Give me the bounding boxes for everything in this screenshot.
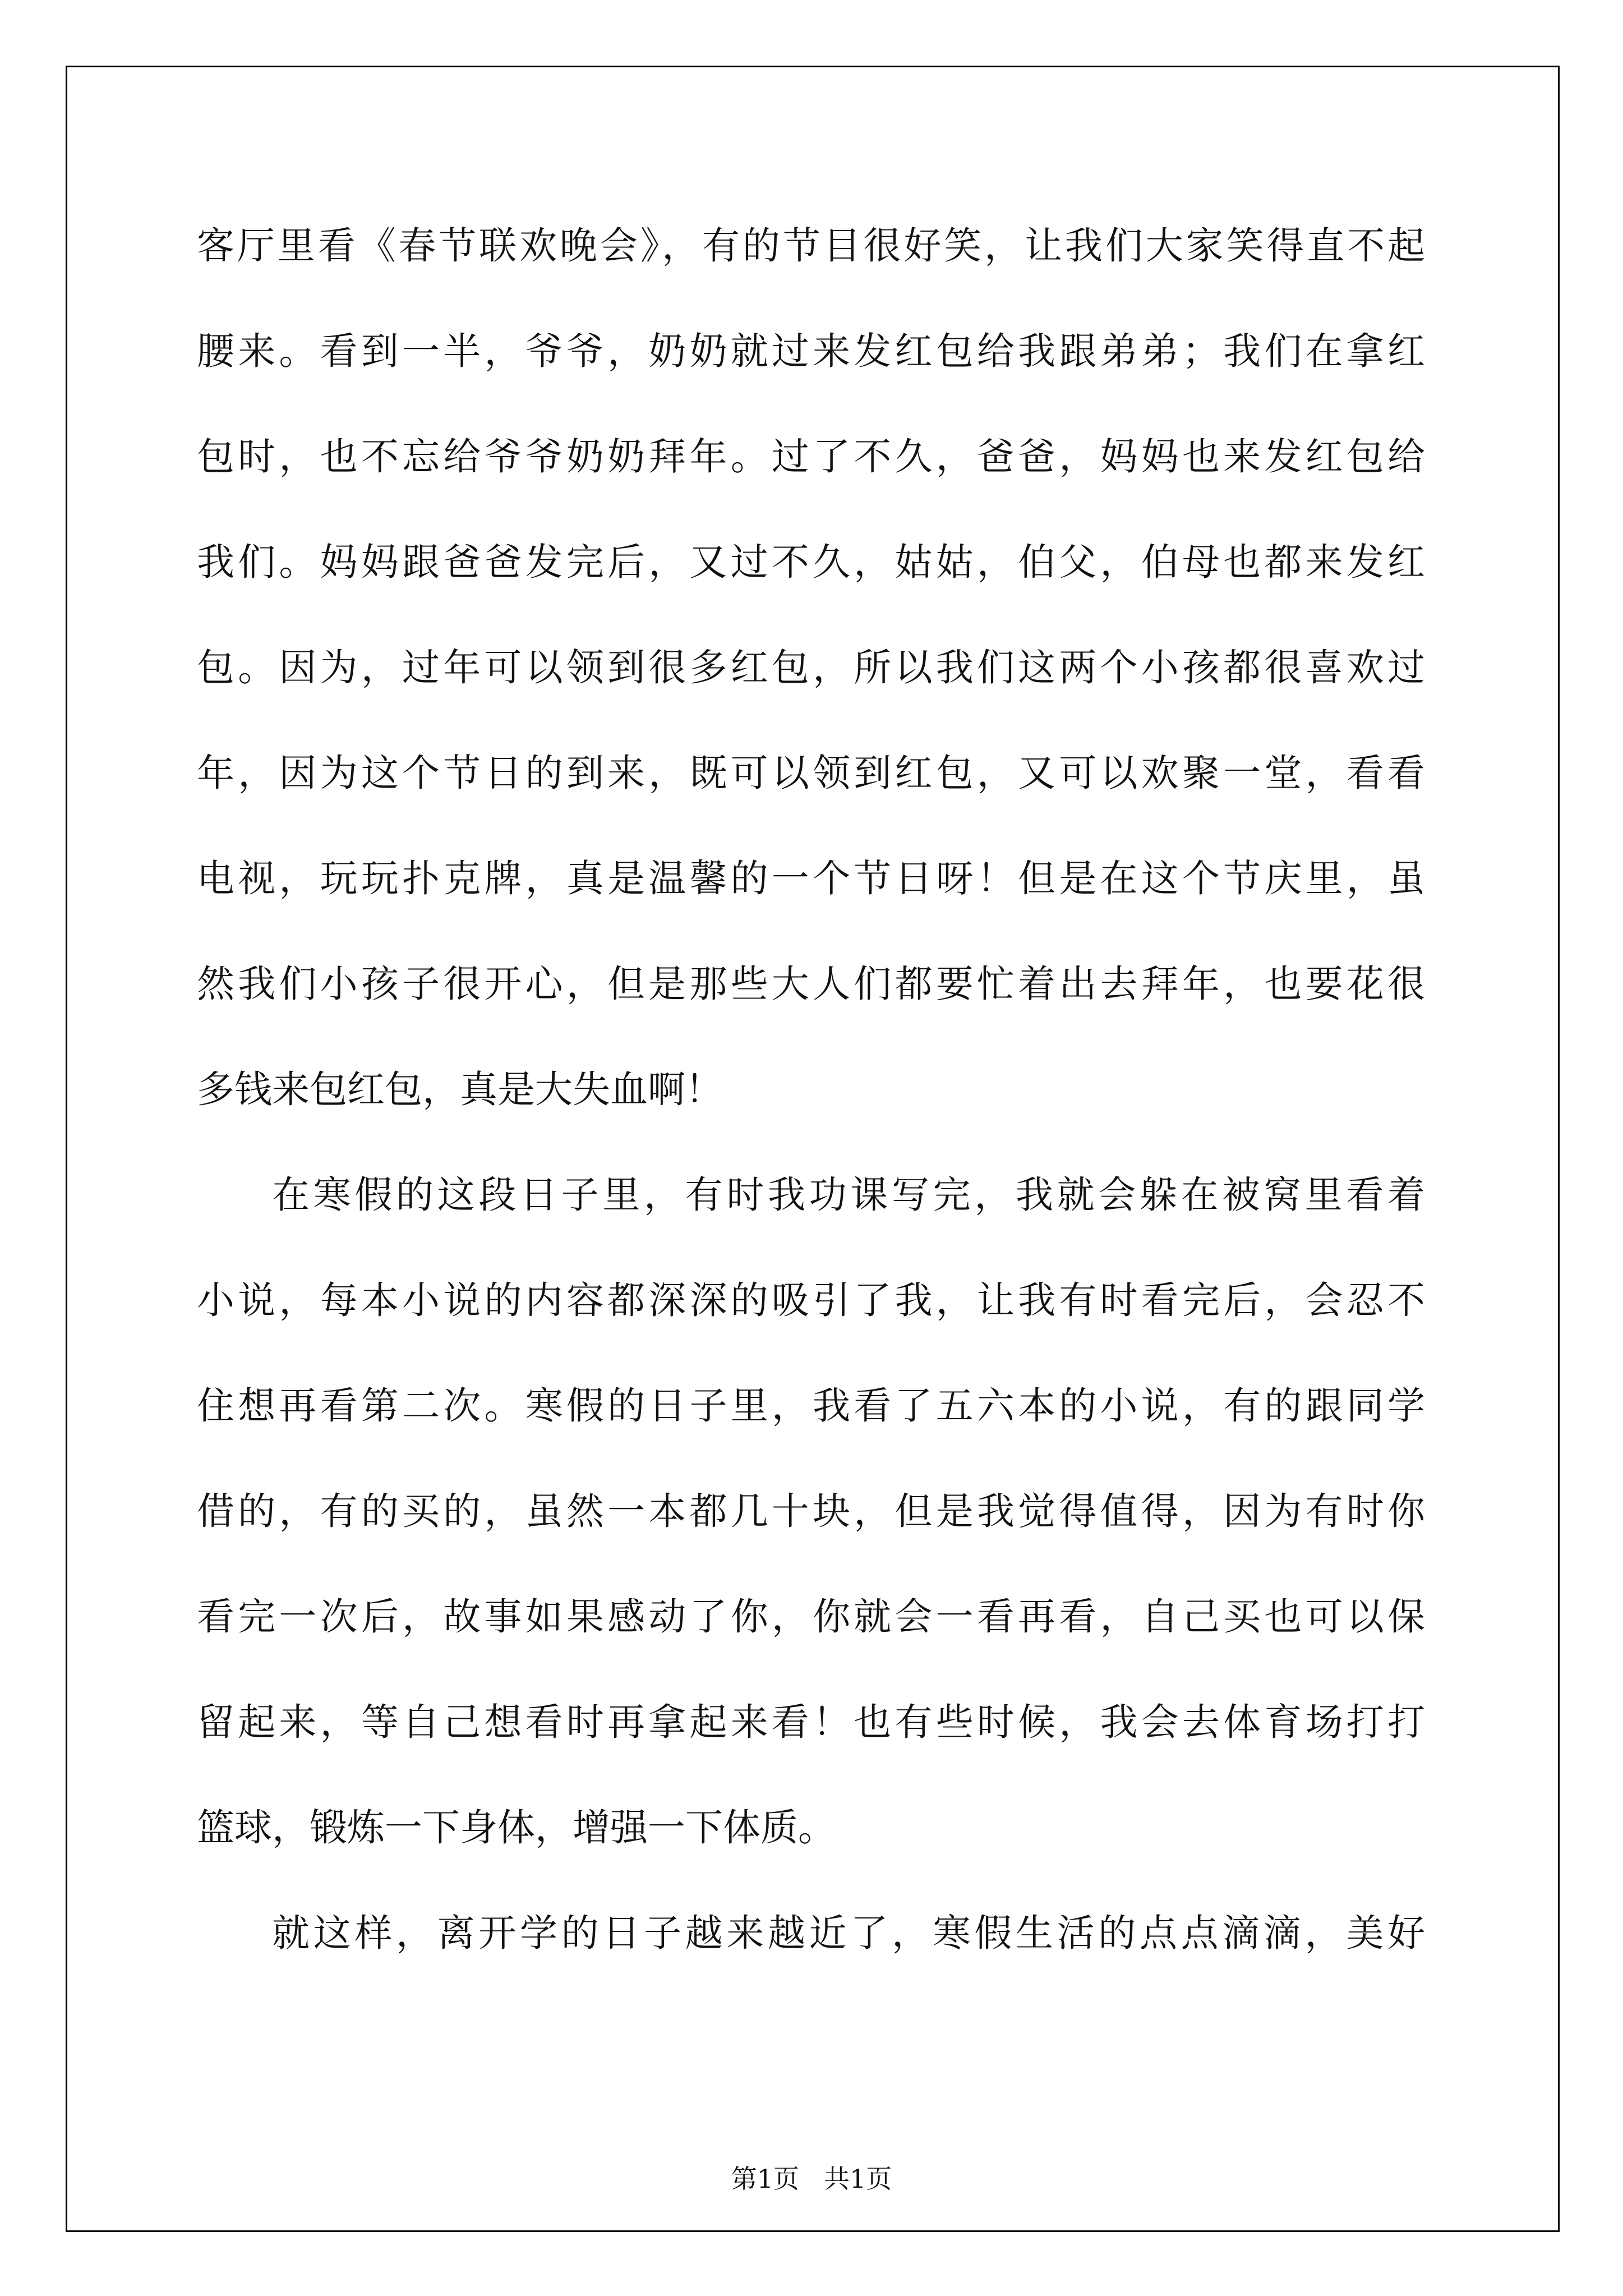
text-line: 在寒假的这段日子里，有时我功课写完，我就会躲在被窝里看着 xyxy=(272,1173,1425,1217)
paragraph-1 xyxy=(197,212,1425,1161)
paragraph-2 xyxy=(197,1161,1425,1899)
text-line: 然我们小孩子很开心，但是那些大人们都要忙着出去拜年，也要花很 xyxy=(197,962,1425,1006)
text-line: 篮球，锻炼一下身体，增强一下体质。 xyxy=(197,1806,836,1849)
text-line: 客厅里看《春节联欢晚会》，有的节目很好笑，让我们大家笑得直不起 xyxy=(197,224,1425,268)
page-total: 共1页 xyxy=(823,2164,892,2194)
text-line: 多钱来包红包，真是大失血啊！ xyxy=(197,1068,723,1111)
text-line: 我们。妈妈跟爸爸发完后，又过不久，姑姑，伯父，伯母也都来发红 xyxy=(197,540,1425,584)
text-line: 留起来，等自己想看时再拿起来看！也有些时候，我会去体育场打打 xyxy=(197,1700,1425,1744)
text-line: 年，因为这个节日的到来，既可以领到红包，又可以欢聚一堂，看看 xyxy=(197,751,1425,795)
text-line: 腰来。看到一半，爷爷，奶奶就过来发红包给我跟弟弟；我们在拿红 xyxy=(197,329,1425,373)
text-line: 住想再看第二次。寒假的日子里，我看了五六本的小说，有的跟同学 xyxy=(197,1384,1425,1428)
paragraph-3 xyxy=(197,1899,1425,2005)
text-line: 借的，有的买的，虽然一本都几十块，但是我觉得值得，因为有时你 xyxy=(197,1489,1425,1533)
page-footer xyxy=(0,2159,1623,2196)
text-line: 电视，玩玩扑克牌，真是温馨的一个节日呀！但是在这个节庆里，虽 xyxy=(197,857,1425,900)
document-body xyxy=(197,212,1425,2005)
text-line: 小说，每本小说的内容都深深的吸引了我，让我有时看完后，会忍不 xyxy=(197,1278,1425,1322)
text-line: 包。因为，过年可以领到很多红包，所以我们这两个小孩都很喜欢过 xyxy=(197,646,1425,689)
page-number: 第1页 xyxy=(731,2164,800,2194)
text-line: 包时，也不忘给爷爷奶奶拜年。过了不久，爸爸，妈妈也来发红包给 xyxy=(197,435,1425,478)
text-line: 就这样，离开学的日子越来越近了，寒假生活的点点滴滴，美好 xyxy=(272,1911,1425,1955)
text-line: 看完一次后，故事如果感动了你，你就会一看再看，自己买也可以保 xyxy=(197,1595,1425,1639)
